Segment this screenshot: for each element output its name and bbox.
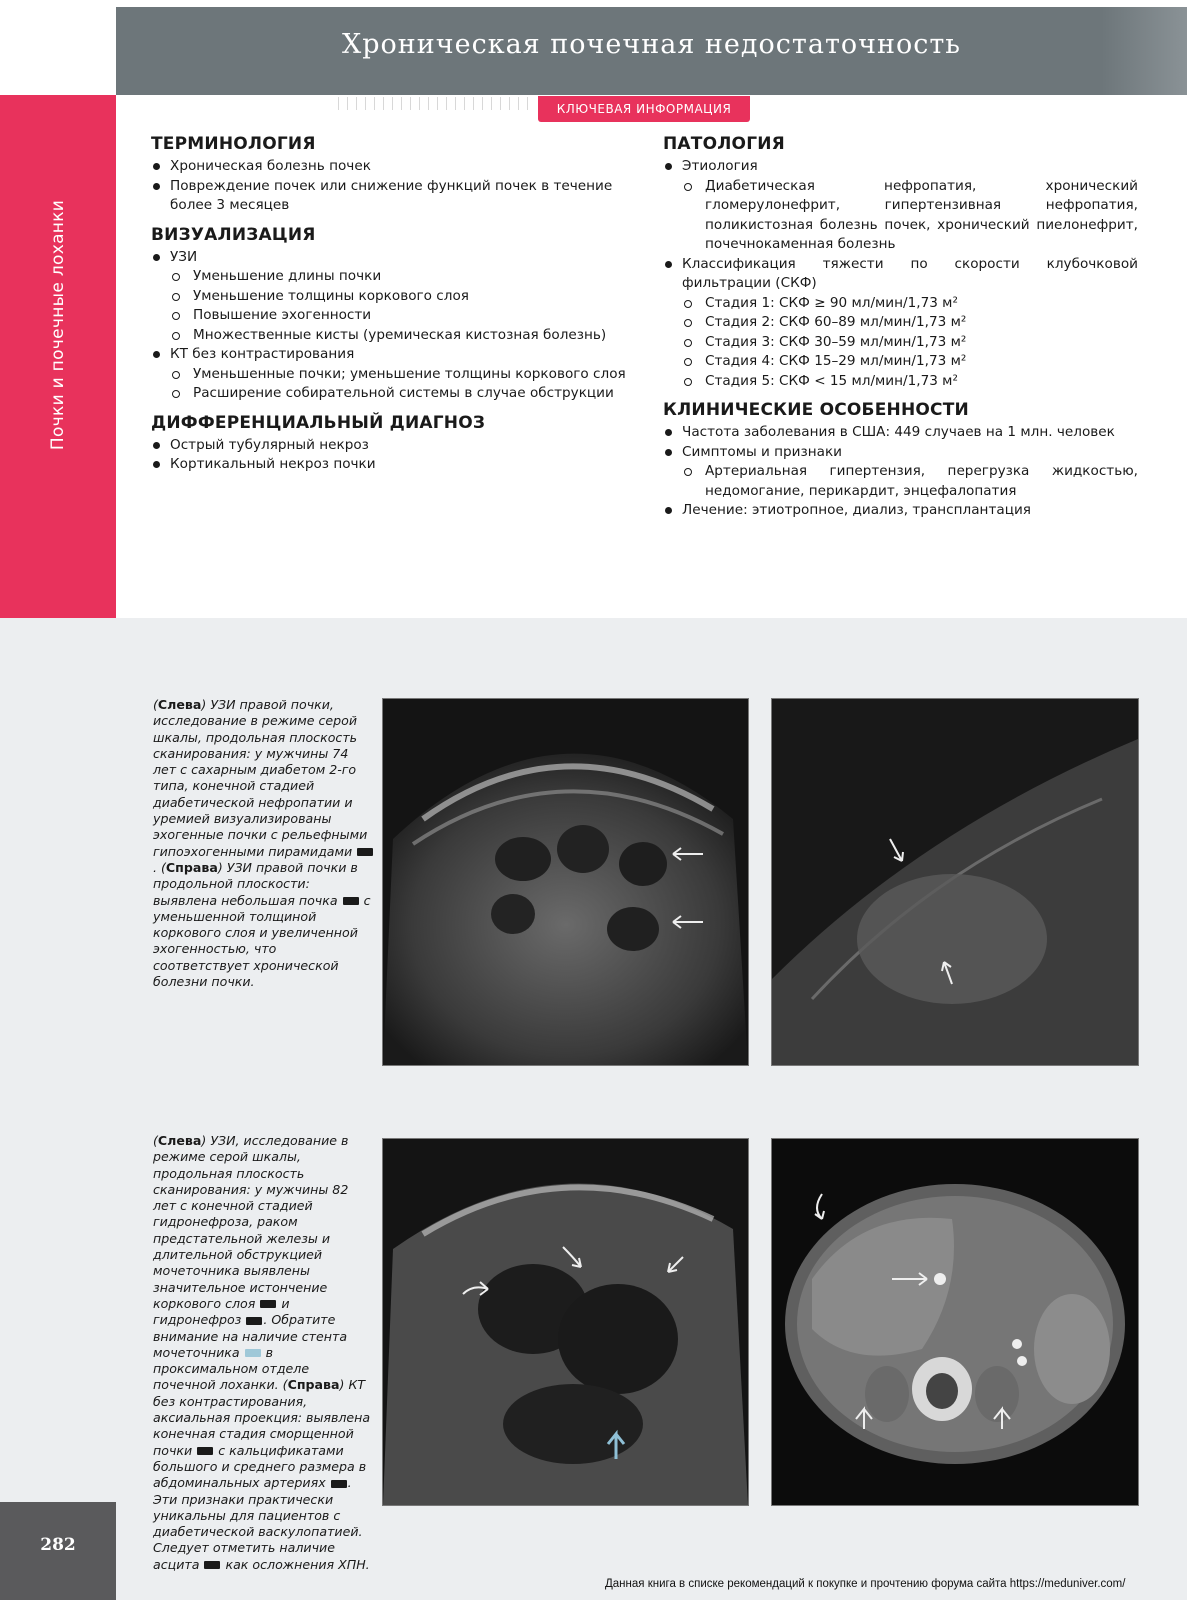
terminology-list <box>151 157 631 216</box>
list-subitem: Расширение собирательной системы в случае обструкции <box>151 384 631 404</box>
caption-text: с уменьшенной толщиной коркового слоя и увеличенной эхогенностью, что соответствует хронической болезни почки. <box>153 892 371 990</box>
caption-text: с кальцификатами большого и среднего размера в абдоминальных артериях <box>153 1442 367 1491</box>
page-number: 282 <box>40 1535 76 1555</box>
figure2-caption: (Слева) УЗИ, исследование в режиме серой шкалы, продольная плоскость сканирования: у мужчины 82 лет с конечной стадией гидронефроза, раком предстательной железы и длительной обструкцией мочеточника выявлены значительное истончение коркового слоя и гидронефроз . Обратите внимание на наличие стента мочеточника в проксимальном отделе почечной лоханки. (Справа) КТ без контрастирования, аксиальная проекция: выявлена конечная стадия сморщенной почки с кальцификатами большого и среднего размера в абдоминальных артериях . Эти признаки практически уникальны для пациентов с диабетической васкулопатией. Следует отметить наличие асцита как осложнения ХПН. <box>153 1133 371 1572</box>
list-item: Кортикальный некроз почки <box>151 455 631 475</box>
list-item: Лечение: этиотропное, диализ, трансплантация <box>663 501 1138 521</box>
stage-item: Стадия 5: СКФ < 15 мл/мин/1,73 м² <box>663 372 1138 392</box>
caption-text: УЗИ, исследование в режиме серой шкалы, продольная плоскость сканирования: у мужчины 82 лет с конечной стадией гидронефроза, раком предстательной железы и длительной обструкцией мочеточника выявлены значительное истончение коркового слоя <box>153 1133 349 1311</box>
arrow-marker-icon <box>260 1300 276 1308</box>
list-item: Этиология <box>663 157 1138 177</box>
stage-item: Стадия 2: СКФ 60–89 мл/мин/1,73 м² <box>663 313 1138 333</box>
caption-text: и гидронефроз <box>153 1295 290 1328</box>
list-subitem: Уменьшение толщины коркового слоя <box>151 287 631 307</box>
caption-left-tag: Слева <box>157 1133 202 1148</box>
pathology-heading: ПАТОЛОГИЯ <box>663 134 785 154</box>
stage-item: Стадия 4: СКФ 15–29 мл/мин/1,73 м² <box>663 352 1138 372</box>
differential-heading: ДИФФЕРЕНЦИАЛЬНЫЙ ДИАГНОЗ <box>151 412 486 433</box>
caption-text: КТ без контрастирования, аксиальная проекция: выявлена конечная стадия сморщенной почки <box>153 1377 371 1458</box>
arrow-marker-icon <box>204 1561 220 1569</box>
caption-text: . Эти признаки практически уникальны для пациентов с диабетической васкулопатией. Следует отметить наличие асцита <box>153 1475 363 1572</box>
list-item: КТ без контрастирования <box>151 345 631 365</box>
list-subitem: Уменьшенные почки; уменьшение толщины коркового слоя <box>151 365 631 385</box>
list-item: Острый тубулярный некроз <box>151 436 631 456</box>
differential-list <box>151 436 631 475</box>
chapter-header <box>116 7 1187 95</box>
caption-text: . Обратите внимание на наличие стента мочеточника <box>153 1312 348 1360</box>
arrow-marker-icon <box>357 848 373 856</box>
ct-axial-image <box>771 1138 1139 1506</box>
list-item: УЗИ <box>151 248 631 268</box>
ultrasound-image-left-2 <box>382 1138 749 1506</box>
ultrasound-scan-icon <box>383 699 748 1065</box>
stage-item: Стадия 1: СКФ ≥ 90 мл/мин/1,73 м² <box>663 294 1138 314</box>
arrow-marker-icon <box>343 897 359 905</box>
chapter-title: Хроническая почечная недостаточность <box>342 29 961 60</box>
list-subitem: Повышение эхогенности <box>151 306 631 326</box>
stage-item: Стадия 3: СКФ 30–59 мл/мин/1,73 м² <box>663 333 1138 353</box>
caption-right-tag: Справа <box>165 859 218 875</box>
left-text-column <box>151 134 631 475</box>
right-text-column <box>663 134 1138 521</box>
open-arrow-marker-icon <box>245 1349 261 1357</box>
list-item: Симптомы и признаки <box>663 443 1138 463</box>
key-info-badge: КЛЮЧЕВАЯ ИНФОРМАЦИЯ <box>538 96 750 122</box>
caption-right-tag: Справа <box>287 1377 340 1393</box>
clinical-list <box>663 423 1138 521</box>
arrow-marker-icon <box>331 1480 347 1488</box>
ultrasound-image-left-1 <box>382 698 749 1066</box>
list-item: Хроническая болезнь почек <box>151 157 631 177</box>
list-item: Классификация тяжести по скорости клубочковой фильтрации (СКФ) <box>663 255 1138 294</box>
caption-text: УЗИ правой почки, исследование в режиме серой шкалы, продольная плоскость сканирования: у мужчины 74 лет с сахарным диабетом 2-го типа, конечной стадией диабетической нефропатии и уремией визуализированы эхогенные почки с рельефными гипоэхогенными пирамидами <box>153 697 368 859</box>
section-label: Почки и почечные лоханки <box>48 199 68 451</box>
caption-text: в проксимальном отделе почечной лоханки. <box>153 1344 310 1393</box>
terminology-heading: ТЕРМИНОЛОГИЯ <box>151 134 316 154</box>
caption-left-tag: Слева <box>157 697 202 712</box>
list-item: Повреждение почек или снижение функций почек в течение более 3 месяцев <box>151 177 631 216</box>
imaging-heading: ВИЗУАЛИЗАЦИЯ <box>151 224 316 245</box>
caption-text: как осложнения ХПН. <box>221 1556 370 1572</box>
clinical-heading: КЛИНИЧЕСКИЕ ОСОБЕННОСТИ <box>663 400 969 420</box>
list-subitem: Множественные кисты (уремическая кистозная болезнь) <box>151 326 631 346</box>
ultrasound-scan-icon <box>383 1139 748 1505</box>
tab-strip-decoration <box>338 97 536 110</box>
pathology-list <box>663 157 1138 391</box>
list-item: Частота заболевания в США: 449 случаев на 1 млн. человек <box>663 423 1138 443</box>
arrow-marker-icon <box>197 1447 213 1455</box>
list-subitem: Артериальная гипертензия, перегрузка жидкостью, недомогание, перикардит, энцефалопатия <box>663 462 1138 501</box>
section-sidebar-tab <box>0 95 116 618</box>
imaging-list <box>151 248 631 404</box>
list-subitem: Диабетическая нефропатия, хронический гломерулонефрит, гипертензивная нефропатия, поликистозная болезнь почек, хронический пиелонефрит, почечнокаменная болезнь <box>663 177 1138 255</box>
ct-scan-icon <box>772 1139 1138 1505</box>
figure1-caption: (Слева) УЗИ правой почки, исследование в режиме серой шкалы, продольная плоскость сканирования: у мужчины 74 лет с сахарным диабетом 2-го типа, конечной стадией диабетической нефропатии и уремией визуализированы эхогенные почки с рельефными гипоэхогенными пирамидами . (Справа) УЗИ правой почки в продольной плоскости: выявлена небольшая почка с уменьшенной толщиной коркового слоя и увеличенной эхогенностью, что соответствует хронической болезни почки. <box>153 697 375 990</box>
ultrasound-image-right-1 <box>771 698 1139 1066</box>
footer-note: Данная книга в списке рекомендаций к покупке и прочтению форума сайта https://meduniver.com/ <box>605 1578 1126 1590</box>
arrow-marker-icon <box>246 1317 262 1325</box>
ultrasound-scan-icon <box>772 699 1138 1065</box>
list-subitem: Уменьшение длины почки <box>151 267 631 287</box>
caption-text: УЗИ правой почки в продольной плоскости: выявлена небольшая почка <box>153 859 358 908</box>
